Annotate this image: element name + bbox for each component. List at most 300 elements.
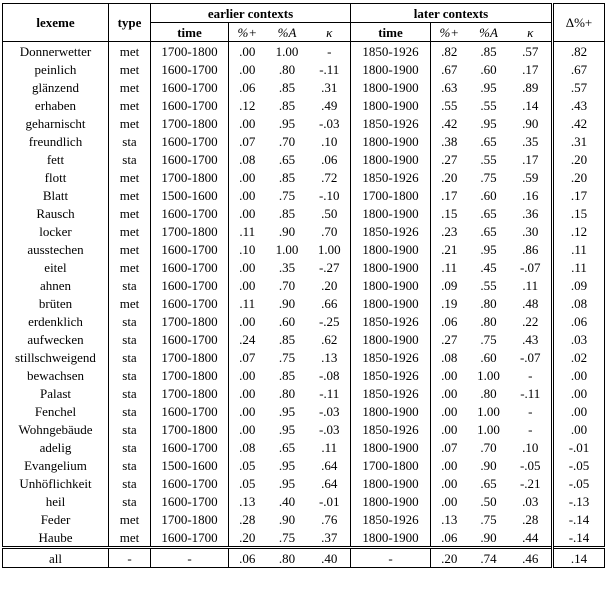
cell-later-pct-a: .75 xyxy=(480,169,497,185)
cell-type: sta xyxy=(109,438,151,456)
cell-later-time: 1800-1900 xyxy=(351,78,431,96)
cell-earlier-pct-plus: .28 xyxy=(239,511,256,527)
cell-type: sta xyxy=(109,492,151,510)
cell-earlier-kappa: .31 xyxy=(309,78,351,96)
cell-later-kappa: .59 xyxy=(522,169,539,185)
cell-earlier-pct-plus: .12 xyxy=(239,97,256,113)
cell-earlier-pct-plus: .00 xyxy=(239,259,256,275)
cell-delta: .08 xyxy=(553,294,605,312)
table-row xyxy=(3,42,605,61)
cell-later-pct-plus: .00 xyxy=(441,475,458,491)
cell-earlier-pct-a: .95 xyxy=(278,403,296,419)
cell-earlier-time: 1700-1800 xyxy=(151,222,229,240)
subheader-earlier-time: time xyxy=(151,23,229,42)
cell-later-time: 1850-1926 xyxy=(351,366,431,384)
cell-later-pct-plus: .15 xyxy=(441,205,458,221)
cell-later-time: 1850-1926 xyxy=(351,510,431,528)
cell-type: met xyxy=(109,258,151,276)
total-later-pct-a: .74 xyxy=(468,548,510,568)
cell-later-pct-a: .80 xyxy=(480,385,497,401)
cell-earlier-pct-a: .65 xyxy=(278,151,296,167)
cell-delta: .20 xyxy=(553,150,605,168)
cell-later-pct-plus: .42 xyxy=(441,115,458,131)
cell-earlier-time: 1600-1700 xyxy=(151,150,229,168)
cell-delta: .67 xyxy=(553,60,605,78)
cell-earlier-time: 1600-1700 xyxy=(151,330,229,348)
cell-earlier-kappa: .72 xyxy=(309,168,351,186)
table-row xyxy=(3,276,605,294)
cell-earlier-time: 1700-1800 xyxy=(151,168,229,186)
cell-lexeme: ahnen xyxy=(3,276,109,294)
cell-earlier-kappa: .06 xyxy=(309,150,351,168)
cell-later-kappa: .30 xyxy=(522,223,539,239)
cell-later-pct-plus: .11 xyxy=(441,259,458,275)
cell-later-kappa: -.05 xyxy=(519,457,541,473)
cell-lexeme: fett xyxy=(3,150,109,168)
cell-earlier-pct-a: .80 xyxy=(278,61,296,77)
cell-delta: .00 xyxy=(553,420,605,438)
cell-earlier-pct-plus: .05 xyxy=(239,475,256,491)
cell-type: met xyxy=(109,240,151,258)
subheader-later-time: time xyxy=(351,23,431,42)
cell-type: met xyxy=(109,186,151,204)
results-table-container xyxy=(2,3,605,568)
cell-later-pct-plus: .07 xyxy=(441,439,458,455)
cell-earlier-time: 1600-1700 xyxy=(151,132,229,150)
cell-earlier-pct-plus: .00 xyxy=(239,205,256,221)
total-delta: .14 xyxy=(553,548,605,568)
cell-earlier-time: 1700-1800 xyxy=(151,114,229,132)
total-later-pct-plus: .20 xyxy=(431,548,468,568)
cell-lexeme: glänzend xyxy=(3,78,109,96)
cell-earlier-pct-plus: .06 xyxy=(239,79,256,95)
cell-earlier-kappa: .50 xyxy=(309,204,351,222)
cell-earlier-pct-plus: .00 xyxy=(239,169,256,185)
cell-delta: .12 xyxy=(553,222,605,240)
cell-later-kappa: - xyxy=(528,421,533,437)
table-row xyxy=(3,114,605,132)
table-row xyxy=(3,312,605,330)
cell-earlier-time: 1700-1800 xyxy=(151,384,229,402)
subheader-later-pct-plus: %+ xyxy=(431,23,468,42)
cell-earlier-kappa: .20 xyxy=(309,276,351,294)
cell-later-pct-plus: .09 xyxy=(441,277,458,293)
cell-later-pct-plus: .00 xyxy=(441,421,458,437)
cell-later-pct-a: .60 xyxy=(480,61,497,77)
cell-later-time: 1800-1900 xyxy=(351,258,431,276)
table-row xyxy=(3,168,605,186)
table-row xyxy=(3,150,605,168)
cell-earlier-pct-a: .90 xyxy=(278,511,296,527)
table-row xyxy=(3,528,605,548)
cell-type: sta xyxy=(109,150,151,168)
cell-later-pct-a: .95 xyxy=(480,79,497,95)
cell-lexeme: Haube xyxy=(3,528,109,548)
cell-later-kappa: .86 xyxy=(522,241,539,257)
cell-type: sta xyxy=(109,384,151,402)
subheader-earlier-pct-plus: %+ xyxy=(229,23,266,42)
cell-lexeme: flott xyxy=(3,168,109,186)
table-row xyxy=(3,366,605,384)
cell-delta: .06 xyxy=(553,312,605,330)
cell-earlier-time: 1700-1800 xyxy=(151,420,229,438)
cell-lexeme: ausstechen xyxy=(3,240,109,258)
cell-later-time: 1800-1900 xyxy=(351,60,431,78)
cell-delta: .00 xyxy=(553,402,605,420)
cell-later-kappa: -.11 xyxy=(520,385,541,401)
cell-later-pct-plus: .27 xyxy=(441,151,458,167)
cell-earlier-time: 1700-1800 xyxy=(151,312,229,330)
cell-lexeme: aufwecken xyxy=(3,330,109,348)
cell-earlier-pct-a: 1.00 xyxy=(275,241,299,257)
table-row xyxy=(3,222,605,240)
cell-earlier-pct-plus: .00 xyxy=(239,43,256,59)
cell-later-pct-a: .60 xyxy=(480,187,497,203)
cell-lexeme: Wohngebäude xyxy=(3,420,109,438)
cell-lexeme: heil xyxy=(3,492,109,510)
cell-earlier-kappa: .64 xyxy=(309,474,351,492)
table-body xyxy=(3,42,605,548)
table-row xyxy=(3,60,605,78)
cell-delta: .57 xyxy=(553,78,605,96)
table-row xyxy=(3,492,605,510)
cell-later-time: 1800-1900 xyxy=(351,132,431,150)
results-table xyxy=(2,3,605,568)
cell-earlier-pct-plus: .00 xyxy=(239,61,256,77)
cell-later-kappa: .17 xyxy=(522,61,539,77)
cell-later-pct-plus: .06 xyxy=(441,529,458,545)
cell-earlier-kappa: - xyxy=(309,42,351,61)
cell-delta: .42 xyxy=(553,114,605,132)
cell-lexeme: Rausch xyxy=(3,204,109,222)
cell-earlier-kappa: -.03 xyxy=(309,114,351,132)
cell-earlier-pct-a: .75 xyxy=(278,349,296,365)
cell-later-pct-a: .50 xyxy=(480,493,497,509)
header-later-contexts: later contexts xyxy=(351,4,553,23)
cell-earlier-kappa: -.01 xyxy=(309,492,351,510)
cell-later-kappa: .36 xyxy=(522,205,539,221)
cell-later-pct-plus: .82 xyxy=(441,43,458,59)
cell-later-time: 1700-1800 xyxy=(351,456,431,474)
cell-earlier-pct-a: .40 xyxy=(278,493,296,509)
cell-type: met xyxy=(109,168,151,186)
cell-later-time: 1800-1900 xyxy=(351,402,431,420)
cell-earlier-pct-plus: .11 xyxy=(239,223,256,239)
cell-later-kappa: .10 xyxy=(522,439,539,455)
cell-later-kappa: - xyxy=(528,367,533,383)
cell-later-time: 1800-1900 xyxy=(351,330,431,348)
table-row xyxy=(3,132,605,150)
cell-earlier-pct-a: .70 xyxy=(278,277,296,293)
cell-earlier-kappa: -.27 xyxy=(309,258,351,276)
cell-earlier-time: 1600-1700 xyxy=(151,204,229,222)
cell-later-time: 1850-1926 xyxy=(351,222,431,240)
total-earlier-pct-a: .80 xyxy=(266,548,309,568)
cell-later-pct-a: .65 xyxy=(480,133,497,149)
table-row xyxy=(3,330,605,348)
cell-earlier-pct-plus: .08 xyxy=(239,439,256,455)
cell-lexeme: Fenchel xyxy=(3,402,109,420)
cell-type: met xyxy=(109,528,151,548)
cell-later-pct-a: .60 xyxy=(480,349,497,365)
cell-type: sta xyxy=(109,330,151,348)
cell-later-time: 1800-1900 xyxy=(351,474,431,492)
cell-type: sta xyxy=(109,456,151,474)
cell-later-kappa: -.21 xyxy=(519,475,541,491)
cell-earlier-pct-plus: .00 xyxy=(239,403,256,419)
cell-earlier-time: 1500-1600 xyxy=(151,456,229,474)
cell-later-pct-a: 1.00 xyxy=(477,421,500,437)
cell-later-kappa: .89 xyxy=(522,79,539,95)
cell-earlier-pct-a: .85 xyxy=(278,169,296,185)
cell-earlier-pct-a: .90 xyxy=(278,223,296,239)
cell-later-pct-plus: .17 xyxy=(441,187,458,203)
cell-earlier-time: 1600-1700 xyxy=(151,294,229,312)
cell-earlier-pct-a: .95 xyxy=(278,115,296,131)
cell-type: met xyxy=(109,60,151,78)
cell-later-time: 1850-1926 xyxy=(351,348,431,366)
subheader-earlier-kappa: κ xyxy=(309,23,351,42)
cell-later-time: 1700-1800 xyxy=(351,186,431,204)
subheader-earlier-pct-a: %A xyxy=(266,23,309,42)
cell-later-pct-a: .80 xyxy=(480,313,497,329)
cell-type: sta xyxy=(109,474,151,492)
cell-delta: -.01 xyxy=(553,438,605,456)
cell-earlier-time: 1600-1700 xyxy=(151,276,229,294)
cell-later-time: 1800-1900 xyxy=(351,204,431,222)
table-row xyxy=(3,456,605,474)
cell-earlier-pct-plus: .00 xyxy=(239,187,256,203)
cell-earlier-pct-plus: .11 xyxy=(239,295,256,311)
cell-delta: .11 xyxy=(553,258,605,276)
cell-later-pct-a: .90 xyxy=(480,457,497,473)
cell-later-pct-a: .65 xyxy=(480,205,497,221)
cell-earlier-pct-plus: .20 xyxy=(239,529,256,545)
cell-lexeme: erhaben xyxy=(3,96,109,114)
cell-earlier-pct-plus: .00 xyxy=(239,313,256,329)
cell-earlier-pct-a: .95 xyxy=(278,457,296,473)
cell-earlier-pct-a: .85 xyxy=(278,331,296,347)
total-later-kappa: .46 xyxy=(510,548,553,568)
cell-lexeme: geharnischt xyxy=(3,114,109,132)
cell-earlier-pct-a: .95 xyxy=(278,475,296,491)
table-row xyxy=(3,474,605,492)
table-row xyxy=(3,240,605,258)
table-row xyxy=(3,420,605,438)
cell-lexeme: Blatt xyxy=(3,186,109,204)
cell-later-pct-a: 1.00 xyxy=(477,403,500,419)
cell-earlier-pct-plus: .05 xyxy=(239,457,256,473)
cell-earlier-time: 1600-1700 xyxy=(151,474,229,492)
cell-lexeme: Unhöflichkeit xyxy=(3,474,109,492)
cell-earlier-pct-plus: .24 xyxy=(239,331,256,347)
cell-earlier-pct-a: .60 xyxy=(278,313,296,329)
cell-earlier-time: 1700-1800 xyxy=(151,42,229,61)
cell-delta: .17 xyxy=(553,186,605,204)
cell-lexeme: peinlich xyxy=(3,60,109,78)
cell-earlier-kappa: -.08 xyxy=(309,366,351,384)
cell-earlier-kappa: -.03 xyxy=(309,420,351,438)
cell-later-pct-plus: .21 xyxy=(441,241,458,257)
total-later-time: - xyxy=(351,548,431,568)
cell-later-kappa: -.07 xyxy=(519,349,541,365)
cell-later-time: 1850-1926 xyxy=(351,42,431,61)
cell-earlier-pct-plus: .00 xyxy=(239,115,256,131)
cell-delta: .20 xyxy=(553,168,605,186)
cell-later-pct-plus: .23 xyxy=(441,223,458,239)
cell-earlier-time: 1600-1700 xyxy=(151,78,229,96)
cell-earlier-time: 1600-1700 xyxy=(151,240,229,258)
cell-type: sta xyxy=(109,402,151,420)
cell-earlier-time: 1600-1700 xyxy=(151,258,229,276)
cell-lexeme: adelig xyxy=(3,438,109,456)
cell-type: met xyxy=(109,222,151,240)
cell-later-pct-plus: .63 xyxy=(441,79,458,95)
cell-later-pct-plus: .20 xyxy=(441,169,458,185)
cell-earlier-kappa: .62 xyxy=(309,330,351,348)
cell-delta: .00 xyxy=(553,366,605,384)
cell-later-pct-a: .45 xyxy=(480,259,497,275)
cell-later-time: 1800-1900 xyxy=(351,96,431,114)
cell-later-time: 1850-1926 xyxy=(351,420,431,438)
cell-earlier-kappa: .76 xyxy=(309,510,351,528)
cell-later-time: 1850-1926 xyxy=(351,312,431,330)
subheader-later-pct-a: %A xyxy=(468,23,510,42)
cell-earlier-pct-plus: .07 xyxy=(239,349,256,365)
cell-later-pct-plus: .38 xyxy=(441,133,458,149)
cell-later-pct-a: .55 xyxy=(480,151,497,167)
cell-later-pct-plus: .00 xyxy=(441,493,458,509)
cell-earlier-kappa: -.25 xyxy=(309,312,351,330)
cell-earlier-pct-plus: .00 xyxy=(239,421,256,437)
cell-later-pct-plus: .55 xyxy=(441,97,458,113)
cell-delta: .09 xyxy=(553,276,605,294)
cell-delta: .03 xyxy=(553,330,605,348)
cell-earlier-kappa: .11 xyxy=(309,438,351,456)
cell-lexeme: Evangelium xyxy=(3,456,109,474)
cell-later-pct-a: .70 xyxy=(480,439,497,455)
table-row xyxy=(3,384,605,402)
cell-later-time: 1800-1900 xyxy=(351,240,431,258)
cell-earlier-time: 1700-1800 xyxy=(151,366,229,384)
cell-later-time: 1800-1900 xyxy=(351,276,431,294)
cell-lexeme: brüten xyxy=(3,294,109,312)
cell-later-pct-a: .55 xyxy=(480,277,497,293)
cell-lexeme: erdenklich xyxy=(3,312,109,330)
cell-earlier-pct-a: .70 xyxy=(278,133,296,149)
cell-delta: -.14 xyxy=(553,528,605,548)
table-row xyxy=(3,204,605,222)
cell-later-kappa: .16 xyxy=(522,187,539,203)
cell-earlier-time: 1600-1700 xyxy=(151,528,229,548)
cell-earlier-time: 1600-1700 xyxy=(151,60,229,78)
cell-delta: -.05 xyxy=(553,456,605,474)
cell-later-kappa: .28 xyxy=(522,511,539,527)
table-row xyxy=(3,186,605,204)
cell-later-pct-a: .90 xyxy=(480,529,497,545)
cell-type: met xyxy=(109,510,151,528)
cell-delta: .00 xyxy=(553,384,605,402)
cell-type: sta xyxy=(109,420,151,438)
cell-later-pct-a: 1.00 xyxy=(477,367,500,383)
cell-later-kappa: .43 xyxy=(522,331,539,347)
cell-type: met xyxy=(109,42,151,61)
cell-delta: -.05 xyxy=(553,474,605,492)
cell-lexeme: freundlich xyxy=(3,132,109,150)
cell-later-pct-plus: .19 xyxy=(441,295,458,311)
total-earlier-kappa: .40 xyxy=(309,548,351,568)
cell-later-pct-a: .75 xyxy=(480,331,497,347)
cell-type: met xyxy=(109,294,151,312)
cell-delta: -.13 xyxy=(553,492,605,510)
cell-later-kappa: - xyxy=(528,403,533,419)
cell-earlier-pct-a: .95 xyxy=(278,421,296,437)
table-row xyxy=(3,348,605,366)
cell-earlier-pct-a: .85 xyxy=(278,97,296,113)
cell-type: sta xyxy=(109,312,151,330)
cell-later-pct-a: .55 xyxy=(480,97,497,113)
table-row xyxy=(3,294,605,312)
cell-lexeme: eitel xyxy=(3,258,109,276)
cell-earlier-time: 1600-1700 xyxy=(151,96,229,114)
cell-earlier-time: 1600-1700 xyxy=(151,402,229,420)
cell-later-time: 1800-1900 xyxy=(351,492,431,510)
cell-later-pct-plus: .00 xyxy=(441,403,458,419)
cell-delta: .11 xyxy=(553,240,605,258)
subheader-later-kappa: κ xyxy=(510,23,553,42)
cell-type: met xyxy=(109,96,151,114)
cell-earlier-kappa: -.11 xyxy=(309,384,351,402)
cell-earlier-time: 1500-1600 xyxy=(151,186,229,204)
total-earlier-time: - xyxy=(151,548,229,568)
cell-earlier-time: 1600-1700 xyxy=(151,492,229,510)
cell-earlier-pct-a: .65 xyxy=(278,439,296,455)
total-lexeme: all xyxy=(3,548,109,568)
cell-earlier-kappa: .10 xyxy=(309,132,351,150)
cell-lexeme: locker xyxy=(3,222,109,240)
cell-earlier-pct-a: .85 xyxy=(278,367,296,383)
cell-later-pct-a: .80 xyxy=(480,295,497,311)
cell-later-kappa: .48 xyxy=(522,295,539,311)
cell-lexeme: Palast xyxy=(3,384,109,402)
cell-later-kappa: .22 xyxy=(522,313,539,329)
total-type: - xyxy=(109,548,151,568)
cell-earlier-kappa: -.03 xyxy=(309,402,351,420)
cell-lexeme: stillschweigend xyxy=(3,348,109,366)
cell-later-kappa: .57 xyxy=(522,43,539,59)
cell-later-kappa: .11 xyxy=(522,277,539,293)
cell-later-time: 1800-1900 xyxy=(351,528,431,548)
cell-delta: .31 xyxy=(553,132,605,150)
cell-later-kappa: .35 xyxy=(522,133,539,149)
cell-later-kappa: .14 xyxy=(522,97,539,113)
cell-later-pct-plus: .13 xyxy=(441,511,458,527)
cell-later-pct-a: .65 xyxy=(480,223,497,239)
table-row xyxy=(3,78,605,96)
cell-delta: .02 xyxy=(553,348,605,366)
cell-earlier-pct-a: .35 xyxy=(278,259,296,275)
cell-earlier-pct-plus: .00 xyxy=(239,367,256,383)
cell-later-time: 1800-1900 xyxy=(351,438,431,456)
cell-lexeme: Feder xyxy=(3,510,109,528)
header-earlier-contexts: earlier contexts xyxy=(151,4,351,23)
cell-delta: .15 xyxy=(553,204,605,222)
cell-earlier-pct-a: .75 xyxy=(278,187,296,203)
cell-earlier-pct-plus: .07 xyxy=(239,133,256,149)
header-delta: Δ%+ xyxy=(553,4,605,42)
table-row xyxy=(3,258,605,276)
cell-later-pct-a: .95 xyxy=(480,115,497,131)
